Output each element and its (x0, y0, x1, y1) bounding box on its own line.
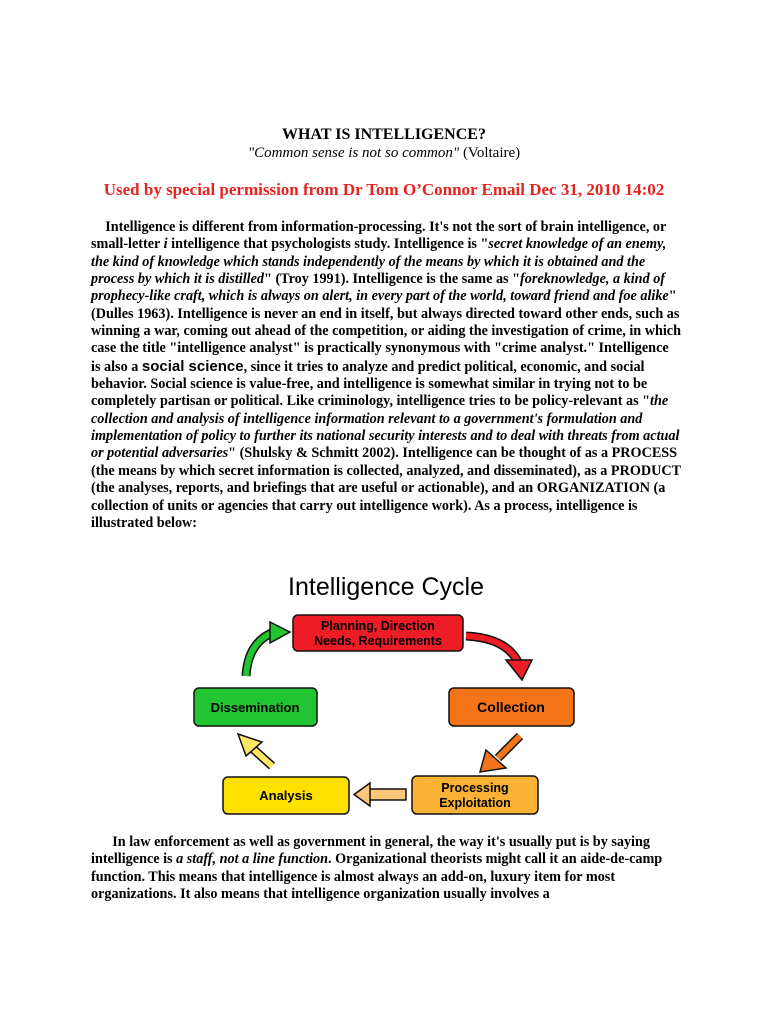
text-run: In law enforcement as well as government in general, the way it's usually put is by saying intelligence is (91, 834, 650, 868)
paragraph-intro (91, 219, 681, 532)
analysis-box (223, 777, 349, 814)
collection-label: Collection (477, 699, 545, 715)
planning-label-line1: Planning, Direction (321, 619, 435, 633)
diagram-title: Intelligence Cycle (288, 573, 484, 601)
text-run: " (Troy 1991). Intelligence is the same as " (264, 271, 521, 288)
epigraph-quote: "Common sense is not so common" (247, 145, 460, 161)
text-run: " (Shulsky & Schmitt 2002). Intelligence can be thought of as a PROCESS (the means by which secret information is collected, analyzed, and disseminated), as a PRODUCT (the analyses, reports, and briefings that are useful or actionable), and an ORGANIZATION (a collection of units or agencies that carry out intelligence work). As a process, intelligence is illustrated below: (91, 445, 681, 531)
planning-label-line2: Needs, Requirements (314, 634, 442, 648)
social-science-term: social science (141, 357, 244, 375)
arrow-processing-to-analysis-icon (354, 783, 406, 806)
text-run: intelligence that psychologists study. Intelligence is " (167, 236, 489, 253)
epigraph (0, 145, 768, 162)
text-run: . Organizational theorists might call it an aide-de-camp function. This means that intelligence is almost always an add-on, luxury item for most organizations. It also means that intelligence organization usually involves a (91, 851, 663, 903)
text-run: , since it tries to analyze and predict political, economic, and social behavior. Social science is value-free, and intelligence is somewhat similar in trying not to be completely partisan or political. Like criminology, intelligence tries to be policy-relevant as " (91, 358, 651, 410)
page-title: WHAT IS INTELLIGENCE? (282, 126, 486, 143)
italic-quote-shulsky: the collection and analysis of intelligence information relevant to a government's formulation and implementation of policy to further its national security interests and to deal with threats from actual or potential adversaries (91, 393, 680, 462)
arrow-analysis-to-dissemination-icon (238, 734, 272, 766)
processing-label-line1: Processing (441, 781, 509, 795)
arrow-dissemination-to-planning-icon (246, 622, 290, 676)
intelligence-cycle-diagram (180, 566, 590, 826)
analysis-label: Analysis (259, 788, 313, 803)
italic-quote-troy: secret knowledge of an enemy, the kind of knowledge which stands independently of the means by which it is obtained and the process by which it is distilled (91, 236, 667, 288)
planning-box (293, 615, 463, 651)
arrow-collection-to-processing-icon (480, 736, 520, 772)
dissemination-label: Dissemination (210, 700, 300, 715)
processing-label-line2: Exploitation (439, 796, 511, 810)
italic-quote-dulles: foreknowledge, a kind of prophecy-like craft, which is always on alert, in every part of the world, toward friend and foe alike (91, 271, 669, 305)
italic-staff-function: a staff, not a line function (176, 851, 329, 868)
text-run: Intelligence is different from information-processing. It's not the sort of brain intelligence, or small-letter (91, 219, 667, 253)
permission-notice: Used by special permission from Dr Tom O’Connor Email Dec 31, 2010 14:02 (103, 180, 665, 199)
text-run: " (Dulles 1963). Intelligence is never an end in itself, but always directed toward other ends, such as winning a war, coming out ahead of the competition, or aiding the investigation of crime, in which case the title "intelligence analyst" is practically synonymous with "crime analyst." Intelligence is also a (91, 288, 681, 375)
dissemination-box (194, 688, 317, 726)
italic-run: i (163, 236, 168, 253)
epigraph-author: (Voltaire) (462, 145, 521, 161)
processing-box (412, 776, 538, 814)
collection-box (449, 688, 574, 726)
arrow-planning-to-collection-icon (466, 636, 532, 680)
paragraph-law-enforcement (91, 834, 681, 903)
